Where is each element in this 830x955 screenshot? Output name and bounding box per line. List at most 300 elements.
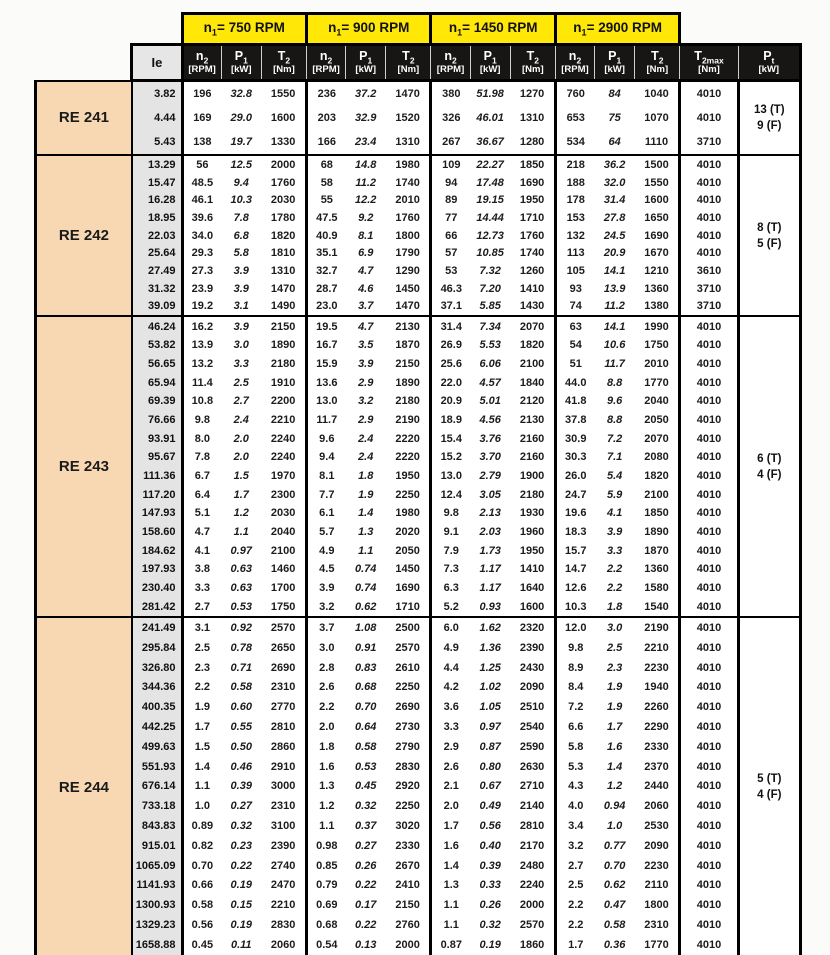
column-header: $P_1$ [kW] bbox=[470, 45, 510, 81]
speed-header: $n_1= 2900$ RPM bbox=[555, 14, 679, 45]
t2max-cell: 4010 bbox=[680, 504, 738, 523]
t2-value-cell: 1760 bbox=[261, 174, 306, 192]
n2-value-cell: 3.2 bbox=[555, 836, 594, 856]
n2-value-cell: 166 bbox=[307, 130, 346, 155]
n2-value-cell: 218 bbox=[555, 155, 594, 174]
table-row bbox=[36, 856, 801, 876]
t2-value-cell: 1790 bbox=[386, 244, 431, 262]
n2-value-cell: 74 bbox=[555, 298, 594, 317]
p1-value-cell: 0.40 bbox=[470, 836, 510, 856]
model-cell: RE 243 bbox=[36, 316, 132, 617]
p1-value-cell: 46.01 bbox=[470, 106, 510, 130]
p1-value-cell: 1.1 bbox=[346, 541, 386, 560]
ratio-cell: 295.84 bbox=[132, 638, 182, 658]
t2-value-cell: 1210 bbox=[635, 262, 680, 280]
t2-value-cell: 2150 bbox=[261, 316, 306, 336]
t2max-cell: 4010 bbox=[680, 355, 738, 374]
t2-value-cell: 2250 bbox=[386, 678, 431, 698]
p1-value-cell: 3.9 bbox=[221, 316, 261, 336]
p1-value-cell: 0.19 bbox=[470, 935, 510, 955]
t2-value-cell: 1460 bbox=[261, 560, 306, 579]
t2-value-cell: 2030 bbox=[261, 504, 306, 523]
n2-value-cell: 2.9 bbox=[431, 737, 470, 757]
p1-value-cell: 0.15 bbox=[221, 895, 261, 915]
p1-value-cell: 2.4 bbox=[221, 411, 261, 430]
table-row bbox=[36, 209, 801, 227]
n2-value-cell: 4.1 bbox=[182, 541, 221, 560]
n2-value-cell: 41.8 bbox=[555, 392, 594, 411]
p1-value-cell: 2.4 bbox=[346, 448, 386, 467]
n2-value-cell: 55 bbox=[307, 191, 346, 209]
n2-value-cell: 2.0 bbox=[431, 796, 470, 816]
t2-value-cell: 1770 bbox=[635, 373, 680, 392]
t2max-cell: 4010 bbox=[680, 598, 738, 618]
n2-value-cell: 13.0 bbox=[307, 392, 346, 411]
p1-value-cell: 0.17 bbox=[346, 895, 386, 915]
n2-value-cell: 29.3 bbox=[182, 244, 221, 262]
ratio-cell: 53.82 bbox=[132, 336, 182, 355]
t2-value-cell: 2760 bbox=[386, 915, 431, 935]
n2-value-cell: 0.56 bbox=[182, 915, 221, 935]
p1-value-cell: 14.1 bbox=[595, 262, 635, 280]
n2-value-cell: 56 bbox=[182, 155, 221, 174]
p1-value-cell: 24.5 bbox=[595, 227, 635, 245]
t2-value-cell: 2150 bbox=[386, 895, 431, 915]
t2-value-cell: 1540 bbox=[635, 598, 680, 618]
ratio-cell: 551.93 bbox=[132, 757, 182, 777]
t2-value-cell: 2390 bbox=[510, 638, 555, 658]
table-row bbox=[36, 697, 801, 717]
t2-value-cell: 1310 bbox=[261, 262, 306, 280]
p1-value-cell: 0.68 bbox=[346, 678, 386, 698]
ratio-cell: 676.14 bbox=[132, 777, 182, 797]
n2-value-cell: 39.6 bbox=[182, 209, 221, 227]
column-header: $n_2$ [RPM] bbox=[555, 45, 594, 81]
p1-value-cell: 0.22 bbox=[221, 856, 261, 876]
n2-value-cell: 4.5 bbox=[307, 560, 346, 579]
n2-value-cell: 53 bbox=[431, 262, 470, 280]
n2-value-cell: 12.0 bbox=[555, 617, 594, 638]
n2-value-cell: 32.7 bbox=[307, 262, 346, 280]
t2max-cell: 4010 bbox=[680, 836, 738, 856]
n2-value-cell: 57 bbox=[431, 244, 470, 262]
t2max-cell: 4010 bbox=[680, 678, 738, 698]
table-row bbox=[36, 579, 801, 598]
table-row bbox=[36, 541, 801, 560]
n2-value-cell: 3.4 bbox=[555, 816, 594, 836]
n2-value-cell: 3.2 bbox=[307, 598, 346, 618]
t2-value-cell: 2430 bbox=[510, 658, 555, 678]
p1-value-cell: 1.4 bbox=[595, 757, 635, 777]
n2-value-cell: 4.7 bbox=[182, 523, 221, 542]
n2-value-cell: 18.3 bbox=[555, 523, 594, 542]
t2-value-cell: 1750 bbox=[261, 598, 306, 618]
p1-value-cell: 7.8 bbox=[221, 209, 261, 227]
t2-value-cell: 2390 bbox=[261, 836, 306, 856]
t2-value-cell: 2130 bbox=[386, 316, 431, 336]
p1-value-cell: 0.58 bbox=[595, 915, 635, 935]
t2-value-cell: 2000 bbox=[386, 935, 431, 955]
ratio-cell: 31.32 bbox=[132, 280, 182, 298]
n2-value-cell: 5.2 bbox=[431, 598, 470, 618]
n2-value-cell: 4.2 bbox=[431, 678, 470, 698]
ratio-cell: 111.36 bbox=[132, 467, 182, 486]
n2-value-cell: 1.3 bbox=[307, 777, 346, 797]
t2max-cell: 4010 bbox=[680, 658, 738, 678]
t2max-cell: 4010 bbox=[680, 336, 738, 355]
t2-value-cell: 1890 bbox=[635, 523, 680, 542]
n2-value-cell: 0.87 bbox=[431, 935, 470, 955]
table-row bbox=[36, 935, 801, 955]
n2-value-cell: 3.0 bbox=[307, 638, 346, 658]
table-row bbox=[36, 155, 801, 174]
table-row bbox=[36, 448, 801, 467]
p1-value-cell: 0.53 bbox=[221, 598, 261, 618]
p1-value-cell: 0.74 bbox=[346, 560, 386, 579]
t2-value-cell: 2250 bbox=[386, 485, 431, 504]
n2-value-cell: 23.9 bbox=[182, 280, 221, 298]
n2-value-cell: 2.1 bbox=[431, 777, 470, 797]
speed-header: $n_1= 1450$ RPM bbox=[431, 14, 555, 45]
t2-value-cell: 2690 bbox=[261, 658, 306, 678]
t2max-cell: 4010 bbox=[680, 560, 738, 579]
t2max-cell: 4010 bbox=[680, 155, 738, 174]
t2-value-cell: 2910 bbox=[261, 757, 306, 777]
p1-value-cell: 0.83 bbox=[346, 658, 386, 678]
t2max-column-header: $T_{2max}$ [Nm] bbox=[680, 45, 738, 81]
ratio-cell: 326.80 bbox=[132, 658, 182, 678]
t2-value-cell: 2120 bbox=[510, 392, 555, 411]
table-row bbox=[36, 106, 801, 130]
t2max-cell: 4010 bbox=[680, 523, 738, 542]
n2-value-cell: 58 bbox=[307, 174, 346, 192]
t2-value-cell: 1410 bbox=[510, 280, 555, 298]
t2-value-cell: 2110 bbox=[635, 876, 680, 896]
n2-value-cell: 15.7 bbox=[555, 541, 594, 560]
t2-value-cell: 1690 bbox=[386, 579, 431, 598]
ratio-cell: 5.43 bbox=[132, 130, 182, 155]
n2-value-cell: 8.0 bbox=[182, 429, 221, 448]
n2-value-cell: 44.0 bbox=[555, 373, 594, 392]
p1-value-cell: 0.45 bbox=[346, 777, 386, 797]
n2-value-cell: 13.6 bbox=[307, 373, 346, 392]
p1-value-cell: 3.2 bbox=[346, 392, 386, 411]
n2-value-cell: 5.8 bbox=[555, 737, 594, 757]
n2-value-cell: 19.5 bbox=[307, 316, 346, 336]
n2-value-cell: 3.1 bbox=[182, 617, 221, 638]
p1-value-cell: 0.50 bbox=[221, 737, 261, 757]
n2-value-cell: 26.0 bbox=[555, 467, 594, 486]
n2-value-cell: 11.7 bbox=[307, 411, 346, 430]
t2-value-cell: 1870 bbox=[635, 541, 680, 560]
t2-value-cell: 2470 bbox=[261, 876, 306, 896]
p1-value-cell: 84 bbox=[595, 81, 635, 107]
t2-value-cell: 2240 bbox=[261, 448, 306, 467]
n2-value-cell: 0.45 bbox=[182, 935, 221, 955]
speed-header: $n_1= 750$ RPM bbox=[182, 14, 306, 45]
t2-value-cell: 2250 bbox=[386, 796, 431, 816]
p1-value-cell: 0.11 bbox=[221, 935, 261, 955]
ratio-cell: 18.95 bbox=[132, 209, 182, 227]
n2-value-cell: 2.3 bbox=[182, 658, 221, 678]
t2-value-cell: 1500 bbox=[635, 155, 680, 174]
p1-value-cell: 2.0 bbox=[221, 448, 261, 467]
ratio-cell: 184.62 bbox=[132, 541, 182, 560]
t2-value-cell: 2790 bbox=[386, 737, 431, 757]
n2-value-cell: 19.2 bbox=[182, 298, 221, 317]
pt-rating-cell: 5 (T) 4 (F) bbox=[738, 617, 800, 955]
p1-value-cell: 2.13 bbox=[470, 504, 510, 523]
p1-value-cell: 36.2 bbox=[595, 155, 635, 174]
t2-value-cell: 2590 bbox=[510, 737, 555, 757]
p1-value-cell: 3.9 bbox=[346, 355, 386, 374]
n2-value-cell: 132 bbox=[555, 227, 594, 245]
t2-value-cell: 1330 bbox=[261, 130, 306, 155]
t2-value-cell: 1770 bbox=[635, 935, 680, 955]
n2-value-cell: 2.0 bbox=[307, 717, 346, 737]
t2-value-cell: 1690 bbox=[510, 174, 555, 192]
n2-value-cell: 23.0 bbox=[307, 298, 346, 317]
n2-value-cell: 188 bbox=[555, 174, 594, 192]
table-row bbox=[36, 737, 801, 757]
n2-value-cell: 4.4 bbox=[431, 658, 470, 678]
t2-value-cell: 2080 bbox=[635, 448, 680, 467]
p1-value-cell: 2.0 bbox=[221, 429, 261, 448]
t2-value-cell: 2830 bbox=[261, 915, 306, 935]
p1-value-cell: 0.71 bbox=[221, 658, 261, 678]
t2-value-cell: 2150 bbox=[386, 355, 431, 374]
p1-value-cell: 5.53 bbox=[470, 336, 510, 355]
n2-value-cell: 8.4 bbox=[555, 678, 594, 698]
n2-value-cell: 0.58 bbox=[182, 895, 221, 915]
column-header: $P_1$ [kW] bbox=[346, 45, 386, 81]
t2-value-cell: 1970 bbox=[261, 467, 306, 486]
t2max-cell: 4010 bbox=[680, 935, 738, 955]
n2-value-cell: 4.9 bbox=[431, 638, 470, 658]
t2-value-cell: 2480 bbox=[510, 856, 555, 876]
t2max-cell: 4010 bbox=[680, 737, 738, 757]
table-row bbox=[36, 81, 801, 107]
ratio-cell: 197.93 bbox=[132, 560, 182, 579]
t2max-cell: 4010 bbox=[680, 392, 738, 411]
t2-value-cell: 1900 bbox=[510, 467, 555, 486]
p1-value-cell: 11.2 bbox=[346, 174, 386, 192]
table-row bbox=[36, 658, 801, 678]
table-row bbox=[36, 836, 801, 856]
n2-value-cell: 196 bbox=[182, 81, 221, 107]
n2-value-cell: 178 bbox=[555, 191, 594, 209]
p1-value-cell: 5.4 bbox=[595, 467, 635, 486]
n2-value-cell: 37.8 bbox=[555, 411, 594, 430]
p1-value-cell: 11.2 bbox=[595, 298, 635, 317]
n2-value-cell: 6.6 bbox=[555, 717, 594, 737]
p1-value-cell: 1.62 bbox=[470, 617, 510, 638]
table-row bbox=[36, 262, 801, 280]
n2-value-cell: 51 bbox=[555, 355, 594, 374]
p1-value-cell: 1.17 bbox=[470, 579, 510, 598]
t2max-cell: 4010 bbox=[680, 209, 738, 227]
t2-value-cell: 2220 bbox=[386, 429, 431, 448]
p1-value-cell: 19.15 bbox=[470, 191, 510, 209]
n2-value-cell: 63 bbox=[555, 316, 594, 336]
ratio-cell: 344.36 bbox=[132, 678, 182, 698]
p1-value-cell: 9.2 bbox=[346, 209, 386, 227]
n2-value-cell: 6.1 bbox=[307, 504, 346, 523]
p1-value-cell: 0.32 bbox=[346, 796, 386, 816]
t2-value-cell: 1550 bbox=[635, 174, 680, 192]
n2-value-cell: 6.7 bbox=[182, 467, 221, 486]
p1-value-cell: 4.57 bbox=[470, 373, 510, 392]
ratio-cell: 25.64 bbox=[132, 244, 182, 262]
ratio-cell: 16.28 bbox=[132, 191, 182, 209]
t2-value-cell: 1870 bbox=[386, 336, 431, 355]
ratio-cell: 22.03 bbox=[132, 227, 182, 245]
t2-value-cell: 1990 bbox=[635, 316, 680, 336]
t2-value-cell: 1700 bbox=[261, 579, 306, 598]
t2-value-cell: 1890 bbox=[261, 336, 306, 355]
t2-value-cell: 2100 bbox=[635, 485, 680, 504]
t2-value-cell: 2570 bbox=[510, 915, 555, 935]
p1-value-cell: 75 bbox=[595, 106, 635, 130]
n2-value-cell: 1.1 bbox=[431, 915, 470, 935]
p1-value-cell: 1.2 bbox=[221, 504, 261, 523]
n2-value-cell: 18.9 bbox=[431, 411, 470, 430]
t2-value-cell: 2140 bbox=[510, 796, 555, 816]
t2-value-cell: 1640 bbox=[510, 579, 555, 598]
t2-value-cell: 1850 bbox=[635, 504, 680, 523]
n2-value-cell: 11.4 bbox=[182, 373, 221, 392]
t2-value-cell: 1600 bbox=[261, 106, 306, 130]
t2max-cell: 4010 bbox=[680, 579, 738, 598]
p1-value-cell: 2.79 bbox=[470, 467, 510, 486]
t2max-cell: 4010 bbox=[680, 485, 738, 504]
column-header: $P_1$ [kW] bbox=[221, 45, 261, 81]
table-row bbox=[36, 617, 801, 638]
n2-value-cell: 653 bbox=[555, 106, 594, 130]
n2-value-cell: 94 bbox=[431, 174, 470, 192]
t2-value-cell: 2060 bbox=[261, 935, 306, 955]
n2-value-cell: 6.3 bbox=[431, 579, 470, 598]
n2-value-cell: 1.7 bbox=[431, 816, 470, 836]
p1-value-cell: 1.08 bbox=[346, 617, 386, 638]
t2-value-cell: 1810 bbox=[261, 244, 306, 262]
ratio-cell: 843.83 bbox=[132, 816, 182, 836]
n2-value-cell: 19.6 bbox=[555, 504, 594, 523]
t2max-cell: 4010 bbox=[680, 373, 738, 392]
n2-value-cell: 2.2 bbox=[555, 895, 594, 915]
p1-value-cell: 0.78 bbox=[221, 638, 261, 658]
n2-value-cell: 1.3 bbox=[431, 876, 470, 896]
p1-value-cell: 1.73 bbox=[470, 541, 510, 560]
t2-value-cell: 1600 bbox=[510, 598, 555, 618]
p1-value-cell: 2.5 bbox=[595, 638, 635, 658]
p1-value-cell: 0.13 bbox=[346, 935, 386, 955]
table-row bbox=[36, 638, 801, 658]
n2-value-cell: 35.1 bbox=[307, 244, 346, 262]
t2-value-cell: 1800 bbox=[386, 227, 431, 245]
p1-value-cell: 1.4 bbox=[346, 504, 386, 523]
n2-value-cell: 3.7 bbox=[307, 617, 346, 638]
n2-value-cell: 26.9 bbox=[431, 336, 470, 355]
p1-value-cell: 20.9 bbox=[595, 244, 635, 262]
p1-value-cell: 12.73 bbox=[470, 227, 510, 245]
t2max-cell: 3710 bbox=[680, 130, 738, 155]
n2-value-cell: 9.1 bbox=[431, 523, 470, 542]
ratio-cell: 13.29 bbox=[132, 155, 182, 174]
n2-value-cell: 13.9 bbox=[182, 336, 221, 355]
n2-value-cell: 15.4 bbox=[431, 429, 470, 448]
p1-value-cell: 5.85 bbox=[470, 298, 510, 317]
table-row bbox=[36, 411, 801, 430]
n2-value-cell: 47.5 bbox=[307, 209, 346, 227]
p1-value-cell: 2.7 bbox=[221, 392, 261, 411]
p1-value-cell: 3.0 bbox=[595, 617, 635, 638]
t2-value-cell: 2320 bbox=[510, 617, 555, 638]
table-row bbox=[36, 392, 801, 411]
t2-value-cell: 2510 bbox=[510, 697, 555, 717]
ratio-cell: 4.44 bbox=[132, 106, 182, 130]
t2-value-cell: 1490 bbox=[261, 298, 306, 317]
p1-value-cell: 2.9 bbox=[346, 373, 386, 392]
t2-value-cell: 1980 bbox=[386, 155, 431, 174]
n2-value-cell: 24.7 bbox=[555, 485, 594, 504]
p1-value-cell: 37.2 bbox=[346, 81, 386, 107]
p1-value-cell: 0.23 bbox=[221, 836, 261, 856]
ratio-cell: 147.93 bbox=[132, 504, 182, 523]
t2-value-cell: 2070 bbox=[635, 429, 680, 448]
t2-value-cell: 2670 bbox=[386, 856, 431, 876]
n2-value-cell: 1.8 bbox=[307, 737, 346, 757]
n2-value-cell: 138 bbox=[182, 130, 221, 155]
p1-value-cell: 17.48 bbox=[470, 174, 510, 192]
p1-value-cell: 4.6 bbox=[346, 280, 386, 298]
n2-value-cell: 30.9 bbox=[555, 429, 594, 448]
p1-value-cell: 4.1 bbox=[595, 504, 635, 523]
t2-value-cell: 1600 bbox=[635, 191, 680, 209]
n2-value-cell: 1.7 bbox=[555, 935, 594, 955]
n2-value-cell: 2.5 bbox=[182, 638, 221, 658]
n2-value-cell: 25.6 bbox=[431, 355, 470, 374]
ratio-cell: 158.60 bbox=[132, 523, 182, 542]
t2-value-cell: 1310 bbox=[510, 106, 555, 130]
p1-value-cell: 8.8 bbox=[595, 373, 635, 392]
n2-value-cell: 8.1 bbox=[307, 467, 346, 486]
ratio-cell: 39.09 bbox=[132, 298, 182, 317]
t2max-cell: 4010 bbox=[680, 411, 738, 430]
n2-value-cell: 0.98 bbox=[307, 836, 346, 856]
p1-value-cell: 1.3 bbox=[346, 523, 386, 542]
pt-rating-cell: 13 (T) 9 (F) bbox=[738, 81, 800, 156]
n2-value-cell: 2.6 bbox=[307, 678, 346, 698]
p1-value-cell: 0.62 bbox=[595, 876, 635, 896]
table-row bbox=[36, 130, 801, 155]
p1-value-cell: 32.9 bbox=[346, 106, 386, 130]
p1-value-cell: 0.58 bbox=[346, 737, 386, 757]
table-row bbox=[36, 816, 801, 836]
ratio-cell: 400.35 bbox=[132, 697, 182, 717]
table-row bbox=[36, 876, 801, 896]
n2-value-cell: 9.8 bbox=[431, 504, 470, 523]
table-row bbox=[36, 191, 801, 209]
t2max-cell: 3710 bbox=[680, 280, 738, 298]
column-header: $T_2$ [Nm] bbox=[510, 45, 555, 81]
p1-value-cell: 19.7 bbox=[221, 130, 261, 155]
t2-value-cell: 2810 bbox=[261, 717, 306, 737]
p1-value-cell: 1.02 bbox=[470, 678, 510, 698]
t2-value-cell: 2190 bbox=[635, 617, 680, 638]
p1-value-cell: 7.2 bbox=[595, 429, 635, 448]
n2-value-cell: 46.3 bbox=[431, 280, 470, 298]
